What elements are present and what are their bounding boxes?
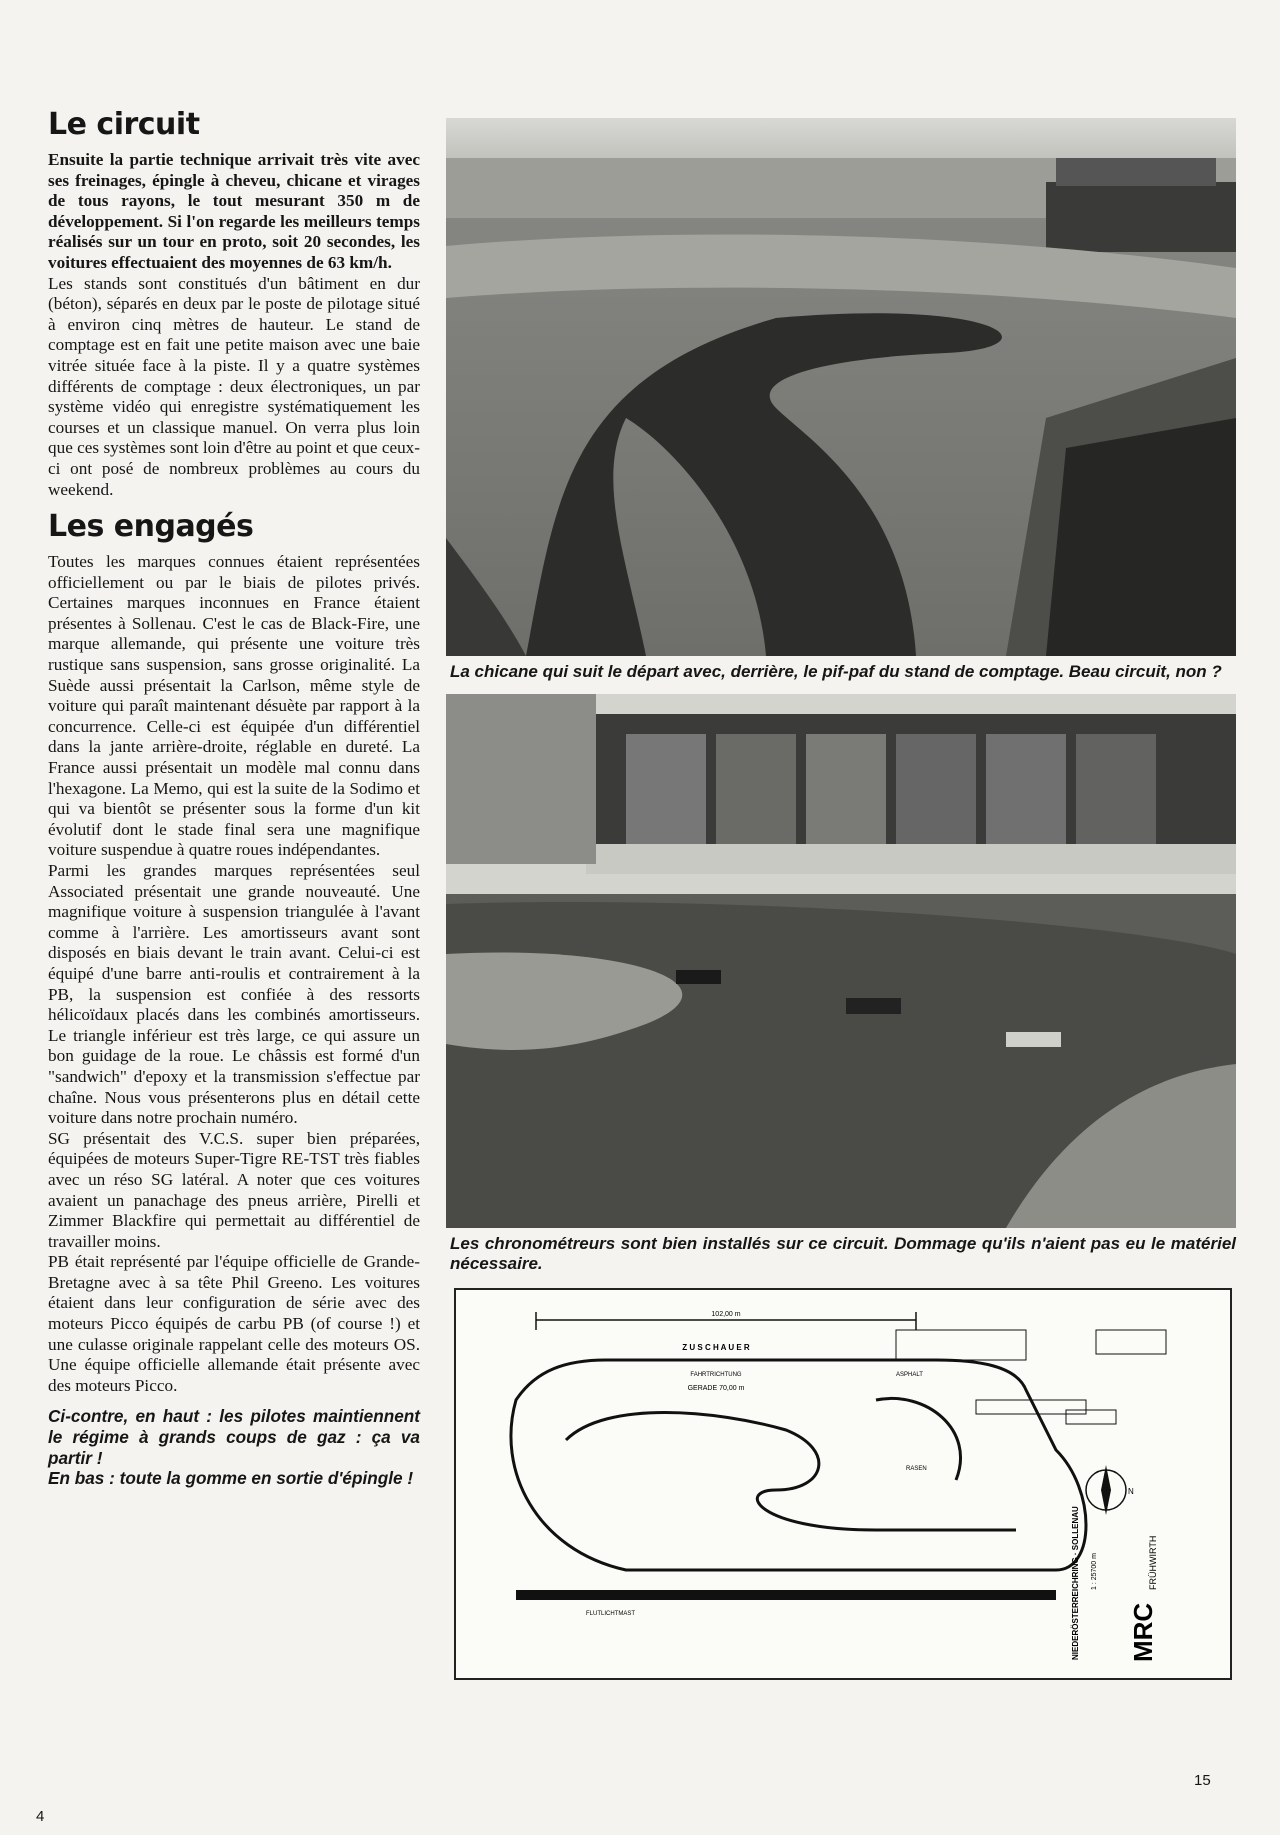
map-direction-label: FAHRTRICHTUNG bbox=[690, 1372, 742, 1378]
photo-timekeepers-image bbox=[446, 694, 1236, 1228]
section-title-circuit: Le circuit bbox=[48, 107, 200, 142]
map-track-name: NIEDERÖSTERREICHRING · SOLLENAU bbox=[1071, 1506, 1080, 1660]
photo-chicane bbox=[446, 118, 1236, 656]
circuit-body-paragraph: Les stands sont constitués d'un bâtiment en dur (béton), séparés en deux par le poste de pilotage situé à environ cinq mètres de hauteur. Le stand de comptage est en fait une petite maison avec une baie vitrée située face à la piste. Il y a quatre systèmes différents de comptage : deux électroniques, un par système vidéo qui enregistre systématiquement les courses et un classique manuel. On verra plus loin que ces systèmes sont loin d'être au point et que ceux-ci ont posé de nombreux problèmes au cours du weekend. bbox=[48, 273, 420, 499]
circuit-map-drawing bbox=[456, 1290, 1230, 1678]
right-column bbox=[446, 118, 1236, 1680]
map-scale: 1 : 25700 m bbox=[1091, 1553, 1098, 1590]
map-brand: MRC bbox=[1128, 1602, 1158, 1662]
left-column bbox=[48, 108, 420, 1489]
map-lights-label: FLUTLICHTMAST bbox=[586, 1611, 636, 1617]
map-grass-label: RASEN bbox=[906, 1466, 927, 1472]
photo-chicane-caption: La chicane qui suit le départ avec, derrière, le pif-paf du stand de comptage. Beau circuit, non ? bbox=[450, 662, 1222, 681]
folio-right: 15 bbox=[1194, 1772, 1211, 1789]
photo-timekeepers-caption: Les chronométreurs sont bien installés sur ce circuit. Dommage qu'ils n'aient pas eu le matériel nécessaire. bbox=[450, 1234, 1236, 1273]
section-title-engages: Les engagés bbox=[48, 509, 254, 545]
left-caption-top: Ci-contre, en haut : les pilotes maintiennent le régime à grands coups de gaz : ça va partir ! bbox=[48, 1406, 420, 1468]
map-asphalt-label: ASPHALT bbox=[896, 1372, 923, 1378]
map-north-label: N bbox=[1128, 1487, 1134, 1496]
left-caption-bottom: En bas : toute la gomme en sortie d'épingle ! bbox=[48, 1468, 414, 1489]
map-straight-label: GERADE 70,00 m bbox=[687, 1385, 745, 1392]
map-author: FRÜHWIRTH bbox=[1148, 1535, 1158, 1590]
map-spectators-label: Z U S C H A U E R bbox=[682, 1343, 750, 1352]
photo-chicane-image bbox=[446, 118, 1236, 656]
circuit-lead-paragraph: Ensuite la partie technique arrivait très vite avec ses freinages, épingle à cheveu, chicane et virages de tous rayons, le tout mesurant 350 m de développement. Si l'on regarde les meilleurs temps réalisés sur un tour en proto, soit 20 secondes, les voitures effectuaient des moyennes de 63 km/h. bbox=[48, 150, 420, 272]
folio-left: 4 bbox=[36, 1808, 45, 1825]
photo-timekeepers bbox=[446, 694, 1236, 1228]
engages-paragraph-3: SG présentait des V.C.S. super bien préparées, équipées de moteurs Super-Tigre RE-TST très fiables avec un réso SG latéral. A noter que ces voitures avaient un panachage des pneus arrière, Pirelli et Zimmer Blackfire qui permettait au différentiel de travailler moins. bbox=[48, 1128, 420, 1251]
engages-paragraph-1: Toutes les marques connues étaient représentées officiellement ou par le biais de pilotes privés. Certaines marques inconnues en France étaient présentes à Sollenau. C'est le cas de Black-Fire, une marque allemande, qui présente une voiture très rustique sans suspension, sans grosse originalité. La Suède aussi présentait la Carlson, même style de voiture qui paraît maintenant désuète par rapport à la concurrence. Celle-ci est équipée d'un différentiel dans la jante arrière-droite, réglable en dureté. La France aussi présentait un modèle mal connu dans l'hexagone. La Memo, qui est la suite de la Sodimo et qui va bientôt se présenter sous la forme d'un kit évolutif dont le stade final sera une magnifique voiture suspendue à quatre roues indépendantes. bbox=[48, 552, 420, 860]
circuit-map bbox=[454, 1288, 1232, 1680]
map-dimension-label: 102,00 m bbox=[711, 1311, 741, 1318]
engages-paragraph-2: Parmi les grandes marques représentées seul Associated présentait une grande nouveauté. Une magnifique voiture à suspension triangulée à l'avant comme à l'arrière. Les amortisseurs avant sont disposés en biais devant le train avant. Celui-ci est équipé d'une barre anti-roulis et contrairement à la PB, la suspension est confiée à des ressorts hélicoïdaux placés dans les combinés amortisseurs. Le triangle inférieur est très large, ce qui assure un bon guidage de la roue. Le châssis est formé d'un "sandwich" d'epoxy et la transmission s'effectue par chaîne. Nous vous présenterons plus en détail cette voiture dans notre prochain numéro. bbox=[48, 861, 420, 1128]
engages-paragraph-4: PB était représenté par l'équipe officielle de Grande-Bretagne avec à sa tête Phil Greeno. Les voitures étaient dans leur configuration de série avec des moteurs Picco équipés de carbu PB (of course !) et une culasse originale rappelant celle des moteurs OS. Une équipe officielle allemande était présente avec des moteurs Picco. bbox=[48, 1252, 420, 1395]
